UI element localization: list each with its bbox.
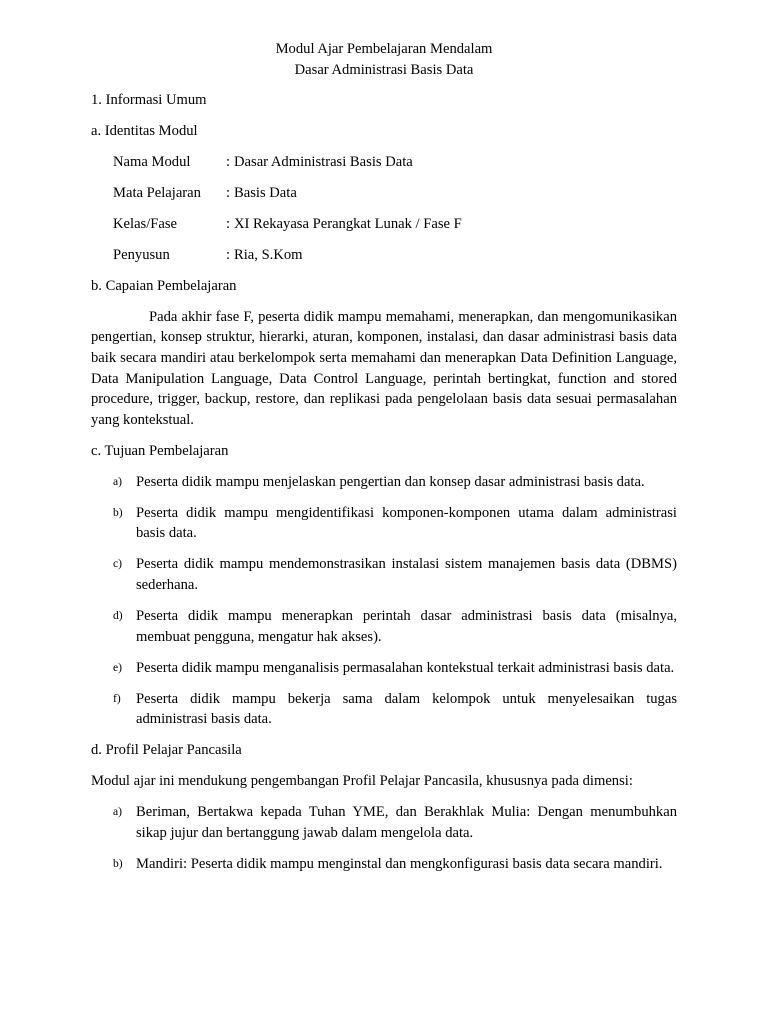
subheading-identitas-modul: a. Identitas Modul: [91, 122, 198, 139]
identity-row-mata-pelajaran: [113, 183, 677, 204]
profil-intro-paragraph: Modul ajar ini mendukung pengembangan Profil Pelajar Pancasila, khususnya pada dimensi:: [91, 773, 633, 790]
list-item-text: Peserta didik mampu mendemonstrasikan instalasi sistem manajemen basis data (DBMS) sederhana.: [136, 556, 677, 593]
identity-separator: :: [226, 215, 231, 232]
list-item-text: Peserta didik mampu menjelaskan pengertian dan konsep dasar administrasi basis data.: [136, 473, 645, 490]
identity-label: Penyusun: [113, 246, 170, 263]
list-marker: b): [113, 506, 123, 519]
title-line-2: Dasar Administrasi Basis Data: [294, 61, 474, 78]
subheading-tujuan-pembelajaran: c. Tujuan Pembelajaran: [91, 442, 229, 459]
identity-separator: :: [226, 184, 231, 201]
list-item-text: Peserta didik mampu bekerja sama dalam kelompok untuk menyelesaikan tugas administrasi basis data.: [136, 690, 677, 728]
list-marker: a): [113, 806, 122, 819]
list-item: [113, 658, 677, 679]
identity-row-penyusun: [113, 245, 677, 266]
list-marker: e): [113, 661, 122, 674]
list-item-text: Peserta didik mampu mengidentifikasi komponen-komponen utama dalam administrasi basis data.: [136, 504, 677, 542]
list-marker: c): [113, 558, 122, 571]
list-item-text: Peserta didik mampu menerapkan perintah dasar administrasi basis data (misalnya, membuat pengguna, mengatur hak akses).: [136, 607, 677, 645]
identity-separator: :: [226, 153, 231, 170]
identity-row-nama-modul: [113, 152, 677, 173]
identity-value: Basis Data: [234, 184, 297, 201]
identity-value: XI Rekayasa Perangkat Lunak / Fase F: [234, 215, 462, 232]
title-line-1: Modul Ajar Pembelajaran Mendalam: [275, 41, 493, 57]
identity-value: Ria, S.Kom: [234, 246, 303, 263]
list-item: [113, 689, 677, 730]
list-item: [113, 606, 677, 647]
identity-label: Mata Pelajaran: [113, 184, 201, 201]
list-item: [113, 554, 677, 595]
list-item-text: Beriman, Bertakwa kepada Tuhan YME, dan Berakhlak Mulia: Dengan menumbuhkan sikap jujur dan bertanggung jawab dalam mengelola data.: [136, 804, 677, 841]
list-item: [113, 503, 677, 544]
subheading-capaian-pembelajaran: b. Capaian Pembelajaran: [91, 277, 237, 294]
list-marker: a): [113, 475, 122, 488]
subheading-profil-pelajar-pancasila: d. Profil Pelajar Pancasila: [91, 742, 242, 759]
identity-row-kelas-fase: [113, 214, 677, 235]
identity-label: Kelas/Fase: [113, 215, 178, 232]
list-marker: f): [113, 692, 121, 705]
list-item: [113, 802, 677, 843]
document-body: [91, 90, 677, 885]
list-marker: d): [113, 609, 123, 622]
list-item-text: Mandiri: Peserta didik mampu menginstal dan mengkonfigurasi basis data secara mandiri.: [136, 855, 663, 872]
identity-value: Dasar Administrasi Basis Data: [234, 153, 413, 170]
section-heading-informasi-umum: 1. Informasi Umum: [91, 92, 207, 108]
list-item: [113, 854, 677, 875]
list-marker: b): [113, 857, 123, 870]
capaian-paragraph: Pada akhir fase F, peserta didik mampu memahami, menerapkan, dan mengomunikasikan pengertian, konsep struktur, hierarki, aturan, komponen, instalasi, dan dasar administrasi basis data baik secara mandiri atau berkelompok serta memahami dan menerapkan Data Definition Language, Data Manipulation Language, Data Control Language, perintah bertingkat, function and stored procedure, trigger, backup, restore, dan replikasi pada pengelolaan basis data sesuai permasalahan yang kontekstual.: [91, 308, 677, 428]
identity-label: Nama Modul: [113, 153, 191, 170]
list-item-text: Peserta didik mampu menganalisis permasalahan kontekstual terkait administrasi basis data.: [136, 659, 675, 676]
list-item: [113, 472, 677, 493]
identity-separator: :: [226, 246, 231, 263]
document-title: [0, 39, 768, 80]
